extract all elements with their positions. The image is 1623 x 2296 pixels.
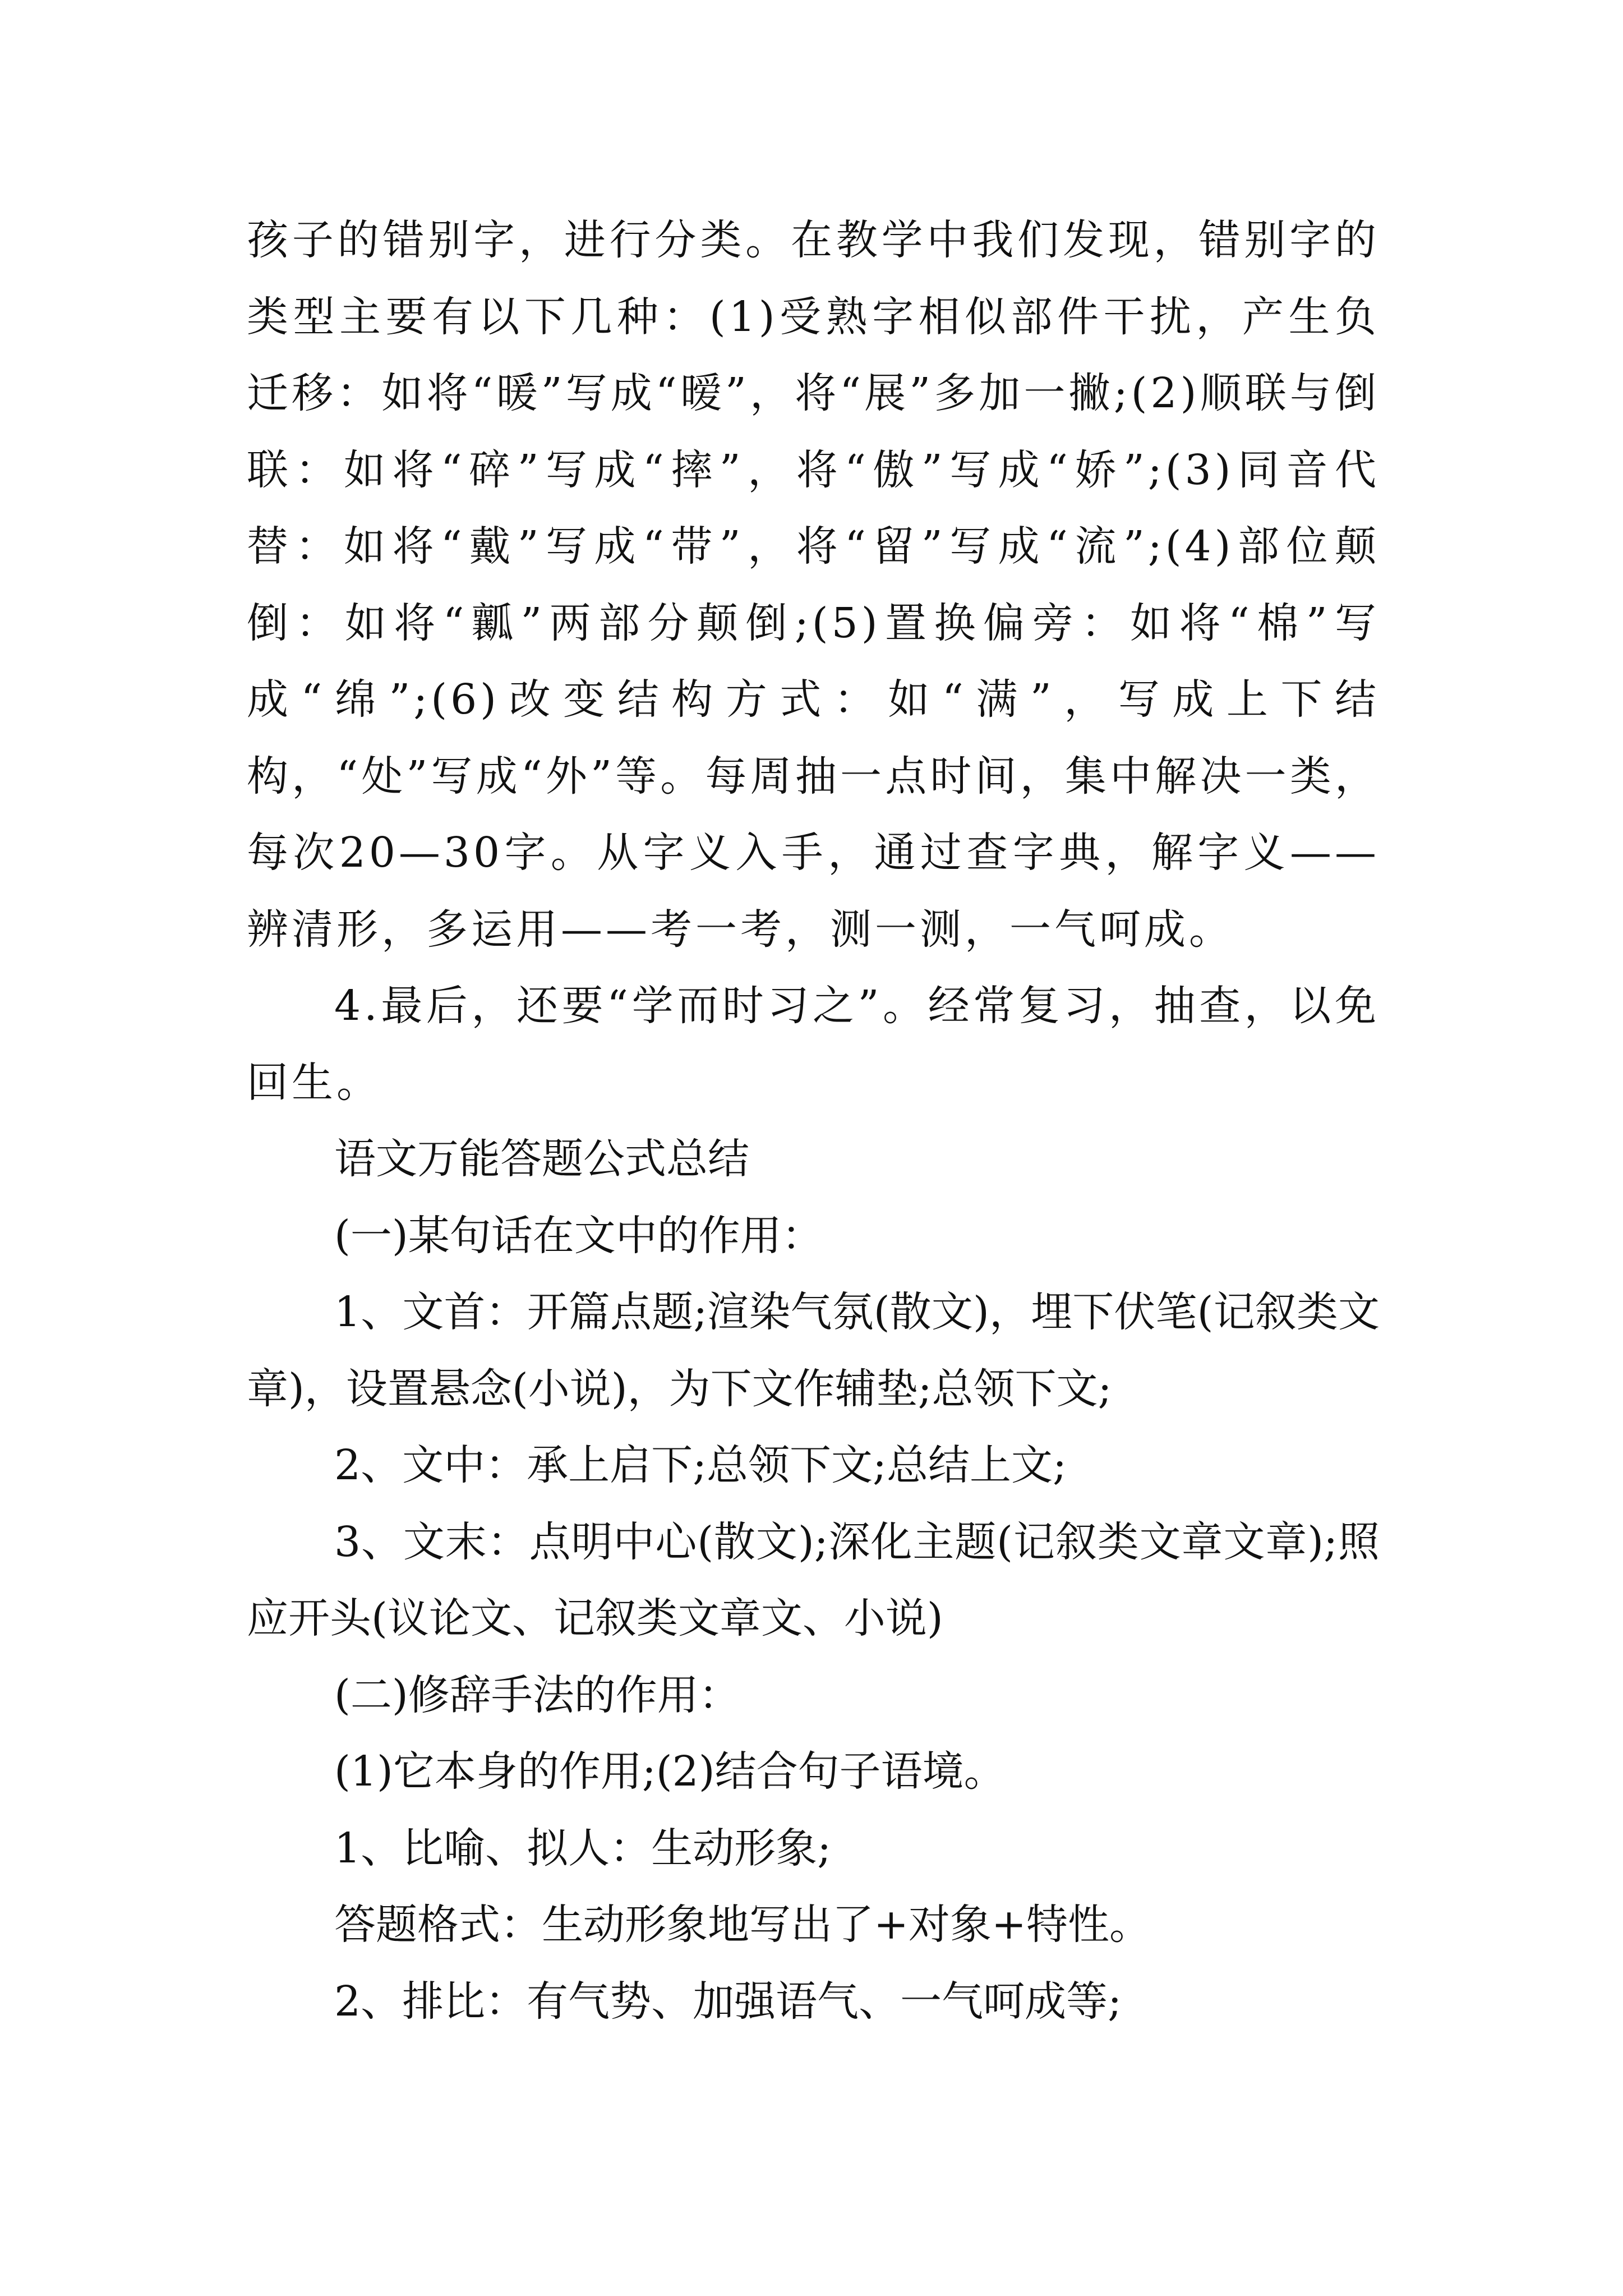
- subheading-rhetoric-function: (二)修辞手法的作用：: [334, 1671, 740, 1719]
- document-body: [247, 202, 1380, 2040]
- paragraph-review-tip: 4.最后，还要“学而时习之”。经常复习，抽查，以免回生。: [247, 982, 1380, 1107]
- item-metaphor-personification: 1、比喻、拟人：生动形象;: [334, 1824, 832, 1872]
- section-heading-answer-formulas: 语文万能答题公式总结: [334, 1135, 749, 1183]
- item-beginning-function: 1、文首：开篇点题;渲染气氛(散文)，埋下伏笔(记叙类文章)，设置悬念(小说)，为下文作辅垫;总领下文;: [247, 1288, 1380, 1413]
- item-middle-function: 2、文中：承上启下;总领下文;总结上文;: [334, 1441, 1067, 1489]
- item-parallelism: 2、排比：有气势、加强语气、一气呵成等;: [334, 1977, 1122, 2026]
- subheading-sentence-function: (一)某句话在文中的作用：: [334, 1211, 823, 1260]
- item-ending-function: 3、文末：点明中心(散文);深化主题(记叙类文章文章);照应开头(议论文、记叙类文章文、小说): [247, 1517, 1380, 1642]
- item-answer-format: 答题格式：生动形象地写出了+对象+特性。: [334, 1901, 1151, 1949]
- item-rhetoric-aspects: (1)它本身的作用;(2)结合句子语境。: [334, 1747, 1006, 1796]
- paragraph-error-character-types: 孩子的错别字，进行分类。在教学中我们发现，错别字的类型主要有以下几种：(1)受熟字相似部件干扰，产生负迁移：如将“暖”写成“暧”，将“展”多加一撇;(2)顺联与倒联：如将“碎”写成“摔”，将“傲”写成“娇”;(3)同音代替：如将“戴”写成“带”，将“留”写成“流”;(4)部位颠倒：如将“瓤”两部分颠倒;(5)置换偏旁：如将“棉”写成“绵”;(6)改变结构方式：如“满”，写成上下结构，“处”写成“外”等。每周抽一点时间，集中解决一类，每次20—30字。从字义入手，通过查字典，解字义——辨清形，多运用——考一考，测一测，一气呵成。: [247, 216, 1380, 954]
